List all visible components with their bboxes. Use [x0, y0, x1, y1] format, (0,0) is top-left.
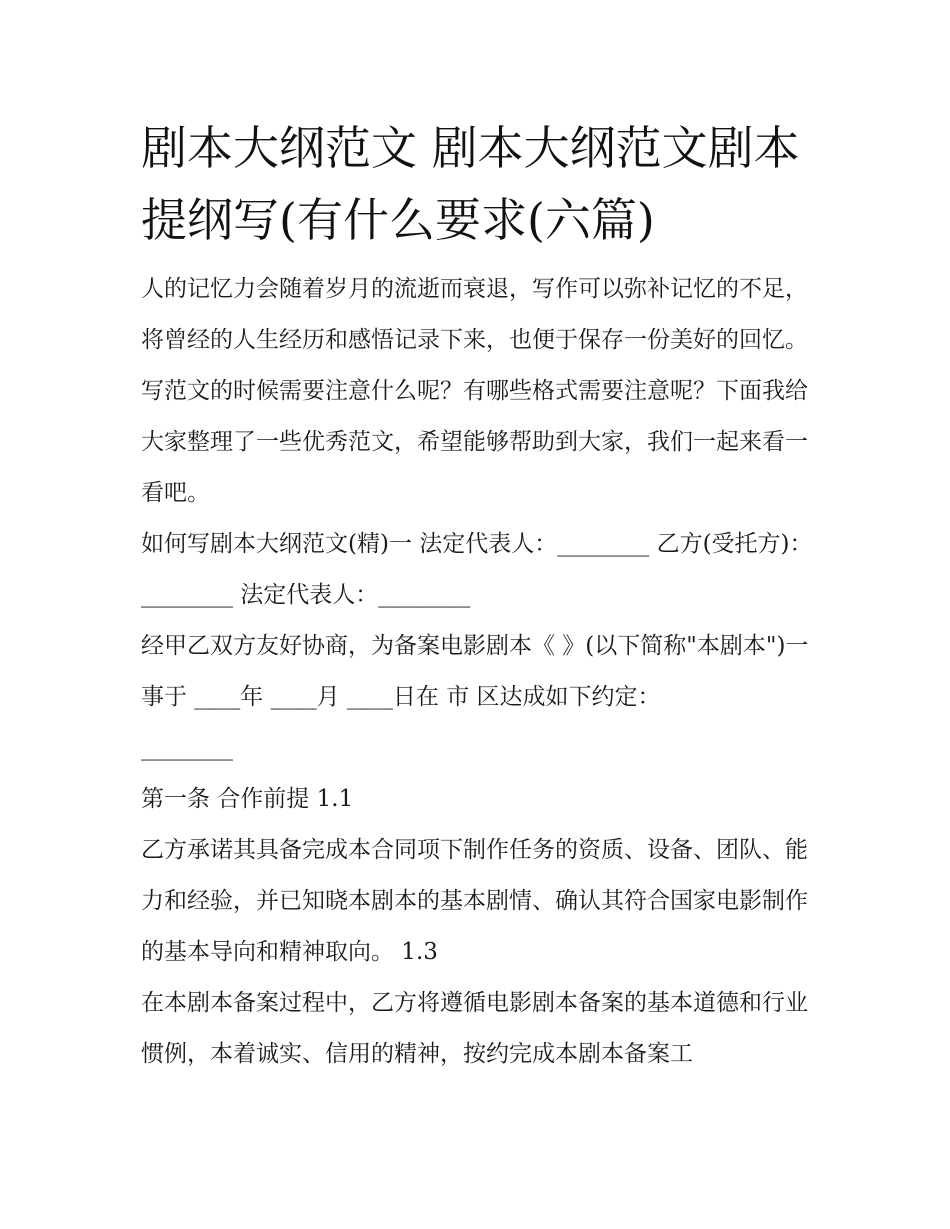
document-body — [141, 112, 813, 1080]
document-title: 剧本大纲范文 剧本大纲范文剧本提纲写(有什么要求(六篇) — [141, 121, 800, 247]
clause-paragraph: 在本剧本备案过程中，乙方将遵循电影剧本备案的基本道德和行业惯例，本着诚实、信用的精神，按约完成本剧本备案工 — [141, 990, 808, 1067]
contract-parties-paragraph: 如何写剧本大纲范文(精)一 法定代表人：________ 乙方(受托方)：________ 法定代表人：________ — [141, 531, 813, 608]
section-heading: 第一条 合作前提 1.1 — [141, 786, 354, 812]
clause-paragraph: 乙方承诺其具备完成本合同项下制作任务的资质、设备、团队、能力和经验，并已知晓本剧本的基本剧情、确认其符合国家电影制作的基本导向和精神取向。 1.3 — [141, 837, 808, 965]
blank-signature-line: ________ — [141, 735, 233, 761]
intro-paragraph: 人的记忆力会随着岁月的流逝而衰退，写作可以弥补记忆的不足，将曾经的人生经历和感悟记录下来，也便于保存一份美好的回忆。写范文的时候需要注意什么呢？有哪些格式需要注意呢？下面我给大家整理了一些优秀范文，希望能够帮助到大家，我们一起来看一看吧。 — [141, 276, 808, 506]
agreement-paragraph: 经甲乙双方友好协商，为备案电影剧本《 》(以下简称"本剧本")一事于 ____年 ____月 ____日在 市 区达成如下约定： — [141, 633, 809, 710]
